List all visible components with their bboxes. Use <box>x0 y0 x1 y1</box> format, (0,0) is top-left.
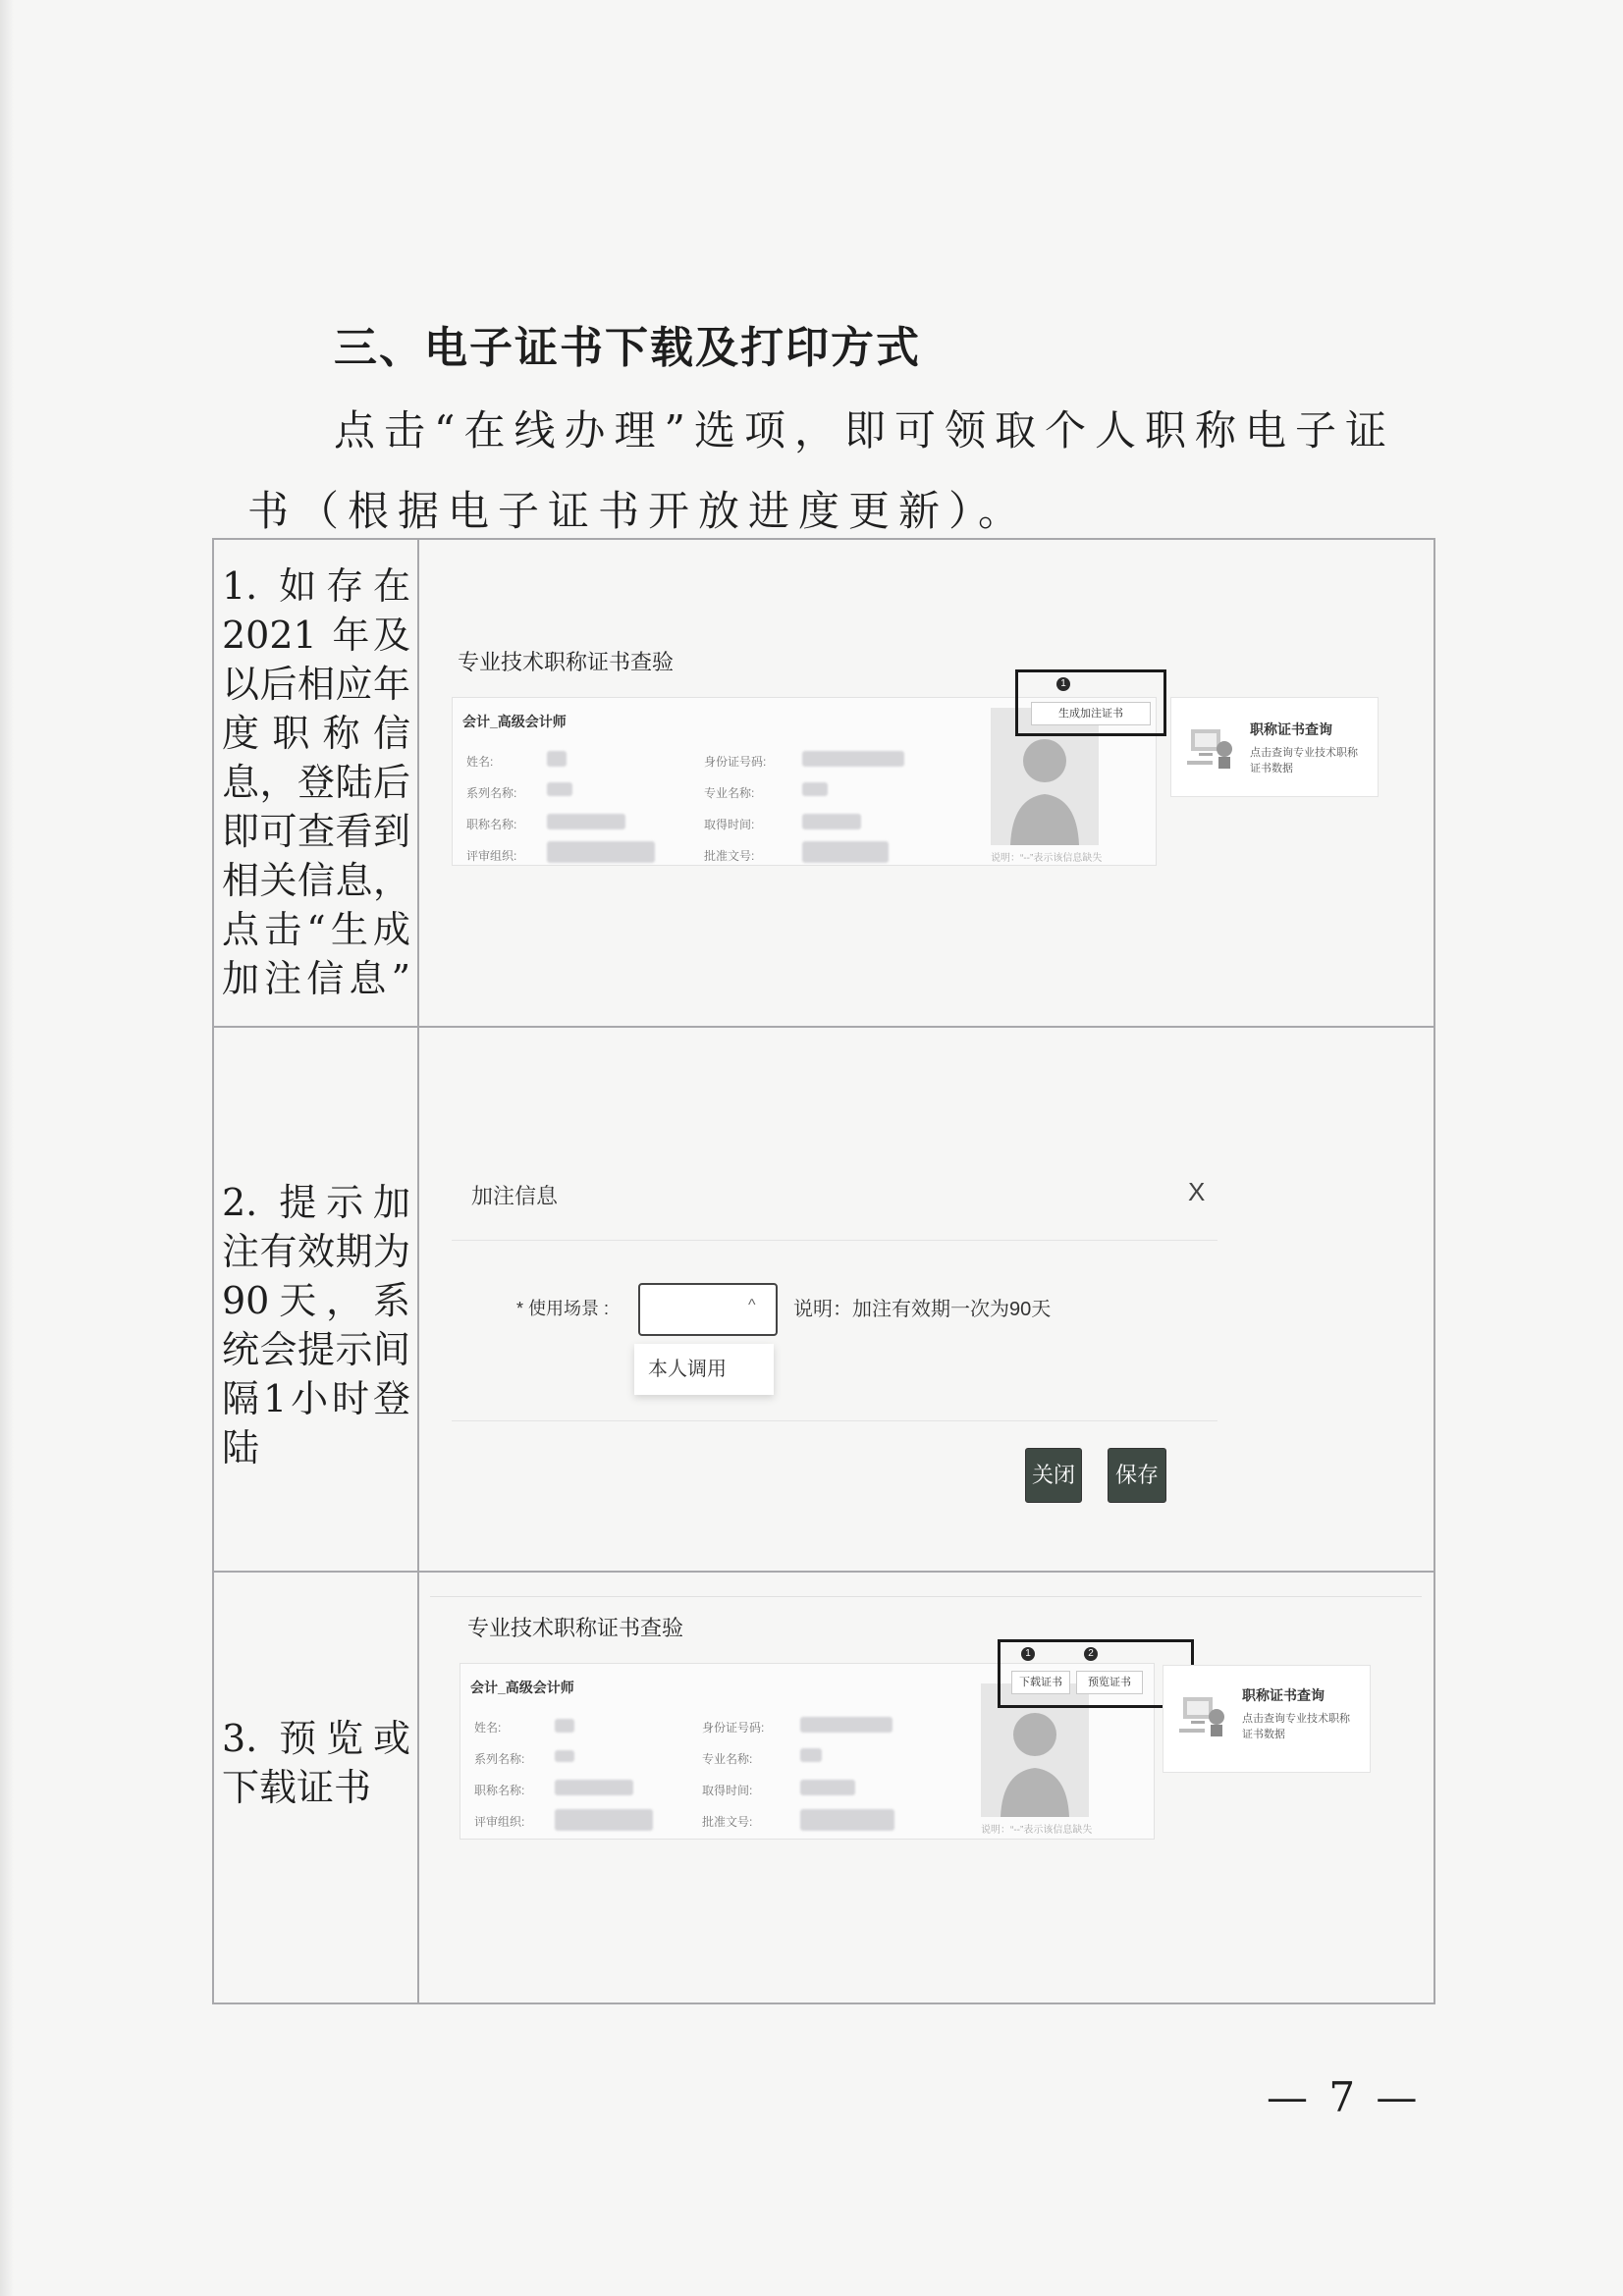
label-org: 评审组织: <box>474 1815 525 1829</box>
blurred-value <box>802 751 904 767</box>
page-title: 专业技术职称证书查验 <box>458 650 675 674</box>
blurred-value <box>800 1809 894 1831</box>
intro-paragraph: 点击“在线办理”选项，即可领取个人职称电子证书（根据电子证书开放进度更新）。 <box>247 406 1395 535</box>
blurred-value <box>800 1780 855 1795</box>
screenshot-2-dialog <box>422 1028 1432 1571</box>
blurred-value <box>555 1719 574 1733</box>
blurred-value <box>555 1809 653 1831</box>
chevron-up-icon: ^ <box>748 1297 756 1313</box>
close-icon[interactable]: X <box>1188 1177 1206 1206</box>
blurred-value <box>547 814 625 829</box>
page-number: — 7 — <box>1267 2073 1422 2121</box>
label-major: 专业名称: <box>704 786 755 800</box>
page-title: 专业技术职称证书查验 <box>467 1616 684 1640</box>
dialog-title: 加注信息 <box>471 1184 559 1208</box>
blurred-value <box>555 1750 574 1762</box>
query-panel-desc: 点击查询专业技术职称证书数据 <box>1250 747 1358 774</box>
download-certificate-button[interactable]: 下载证书 <box>1011 1671 1070 1694</box>
blurred-value <box>547 841 655 863</box>
label-doc-no: 批准文号: <box>704 849 755 863</box>
label-obtain-time: 取得时间: <box>702 1784 753 1797</box>
row-2-text: 2. 提示加注有效期为90天，系统会提示间隔1小时登陆 <box>222 1181 410 1469</box>
label-title-name: 职称名称: <box>474 1784 525 1797</box>
step-marker-2: 2 <box>1084 1647 1098 1661</box>
label-title-name: 职称名称: <box>466 818 517 831</box>
screenshot-1 <box>422 540 1432 1026</box>
label-obtain-time: 取得时间: <box>704 818 755 831</box>
missing-info-note: 说明：“--”表示该信息缺失 <box>991 853 1103 864</box>
query-panel-desc: 点击查询专业技术职称证书数据 <box>1242 1713 1350 1740</box>
label-name: 姓名: <box>474 1721 502 1735</box>
query-illustration-icon <box>1175 1685 1230 1740</box>
validity-explanation: 说明：加注有效期一次为90天 <box>793 1299 1052 1320</box>
preview-certificate-button[interactable]: 预览证书 <box>1076 1671 1143 1694</box>
blurred-value <box>555 1780 633 1795</box>
label-org: 评审组织: <box>466 849 517 863</box>
label-series: 系列名称: <box>466 786 517 800</box>
generate-annotation-button[interactable]: 生成加注证书 <box>1031 702 1151 725</box>
blurred-value <box>547 782 572 796</box>
screenshot-top-border <box>430 1596 1422 1597</box>
save-button[interactable]: 保存 <box>1108 1448 1166 1503</box>
dialog-divider <box>452 1420 1217 1421</box>
blurred-value <box>802 814 861 829</box>
row-3-text: 3. 预览或下载证书 <box>222 1717 410 1809</box>
step-marker: 1 <box>1056 677 1070 691</box>
card-title: 会计_高级会计师 <box>462 714 567 729</box>
usage-scenario-select[interactable] <box>638 1283 778 1336</box>
blurred-value <box>802 782 828 796</box>
close-button[interactable]: 关闭 <box>1025 1448 1082 1503</box>
blurred-value <box>547 751 567 767</box>
dialog-divider <box>452 1240 1217 1241</box>
certificate-query-panel[interactable] <box>1170 697 1379 797</box>
label-series: 系列名称: <box>474 1752 525 1766</box>
screenshot-3 <box>422 1573 1432 2004</box>
usage-scenario-label: * 使用场景 : <box>516 1299 610 1318</box>
label-id: 身份证号码: <box>704 755 767 769</box>
option-self-use[interactable]: 本人调用 <box>634 1344 774 1395</box>
blurred-value <box>800 1748 822 1762</box>
certificate-query-panel[interactable] <box>1163 1665 1371 1773</box>
column-divider <box>417 540 419 2002</box>
label-id: 身份证号码: <box>702 1721 765 1735</box>
scan-edge <box>0 0 14 2296</box>
blurred-value <box>800 1717 893 1733</box>
missing-info-note: 说明：“--”表示该信息缺失 <box>981 1825 1093 1836</box>
blurred-value <box>802 841 889 863</box>
label-doc-no: 批准文号: <box>702 1815 753 1829</box>
query-illustration-icon <box>1183 718 1238 773</box>
card-title: 会计_高级会计师 <box>470 1680 574 1695</box>
query-panel-title: 职称证书查询 <box>1242 1687 1325 1703</box>
section-heading: 三、电子证书下载及打印方式 <box>334 323 921 373</box>
instruction-table <box>212 538 1435 2004</box>
query-panel-title: 职称证书查询 <box>1250 721 1332 737</box>
label-name: 姓名: <box>466 755 494 769</box>
label-major: 专业名称: <box>702 1752 753 1766</box>
step-marker-1: 1 <box>1021 1647 1035 1661</box>
row-1-text: 1. 如存在2021 年及以后相应年度职称信息，登陆后即可查看到相关信息，点击“生成加注信息” <box>222 564 410 1000</box>
